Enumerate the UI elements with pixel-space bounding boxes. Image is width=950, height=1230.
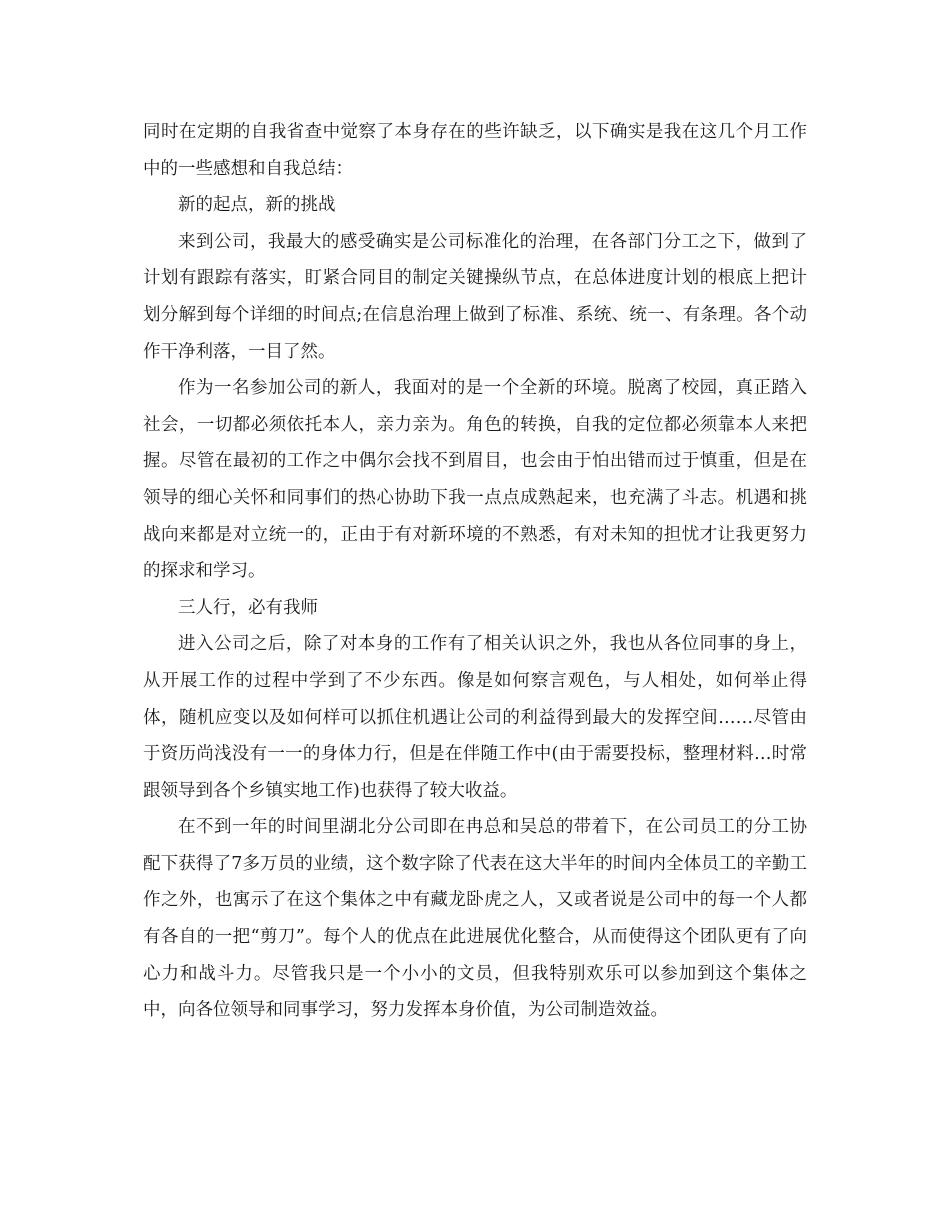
- paragraph-new-environment: 作为一名参加公司的新人，我面对的是一个全新的环境。脱离了校园，真正踏入社会，一切都必须依托本人，亲力亲为。角色的转换，自我的定位都必须靠本人来把握。尽管在最初的工作之中偶尔会找不到眉目，也会由于怕出错而过于慎重，但是在领导的细心关怀和同事们的热心协助下我一点点成熟起来，也充满了斗志。机遇和挑战向来都是对立统一的，正由于有对新环境的不熟悉，有对未知的担忧才让我更努力的探求和学习。: [143, 378, 807, 582]
- section-heading-learn-from-others: 三人行，必有我师: [178, 597, 318, 618]
- section-heading-new-start: 新的起点，新的挑战: [178, 195, 336, 216]
- paragraph-team-achievement: 在不到一年的时间里湖北分公司即在冉总和吴总的带着下，在公司员工的分工协配下获得了7多万员的业绩，这个数字除了代表在这大半年的时间内全体员工的辛勤工作之外，也寓示了在这个集体之中有藏龙卧虎之人，又或者说是公司中的每一个人都有各自的一把“剪刀”。每个人的优点在此进展优化整合，从而使得这个团队更有了向心力和战斗力。尽管我只是一个小小的文员，但我特别欢乐可以参加到这个集体之中，向各位领导和同事学习，努力发挥本身价值，为公司制造效益。: [143, 817, 807, 1021]
- paragraph-company-management: 来到公司，我最大的感受确实是公司标准化的治理，在各部门分工之下，做到了计划有跟踪有落实，盯紧合同目的制定关键操纵节点，在总体进度计划的根底上把计划分解到每个详细的时间点;在信息治理上做到了标准、系统、统一、有条理。各个动作干净利落，一目了然。: [143, 231, 807, 362]
- paragraph-learning-from-colleagues: 进入公司之后，除了对本身的工作有了相关认识之外，我也从各位同事的身上，从开展工作的过程中学到了不少东西。像是如何察言观色，与人相处，如何举止得体，随机应变以及如何样可以抓住机遇让公司的利益得到最大的发挥空间……尽管由于资历尚浅没有一一的身体力行，但是在伴随工作中(由于需要投标，整理材料…时常跟领导到各个乡镇实地工作)也获得了较大收益。: [143, 634, 807, 801]
- document-body: [143, 114, 807, 1029]
- paragraph-intro: 同时在定期的自我省查中觉察了本身存在的些许缺乏，以下确实是我在这几个月工作中的一些感想和自我总结：: [143, 122, 807, 179]
